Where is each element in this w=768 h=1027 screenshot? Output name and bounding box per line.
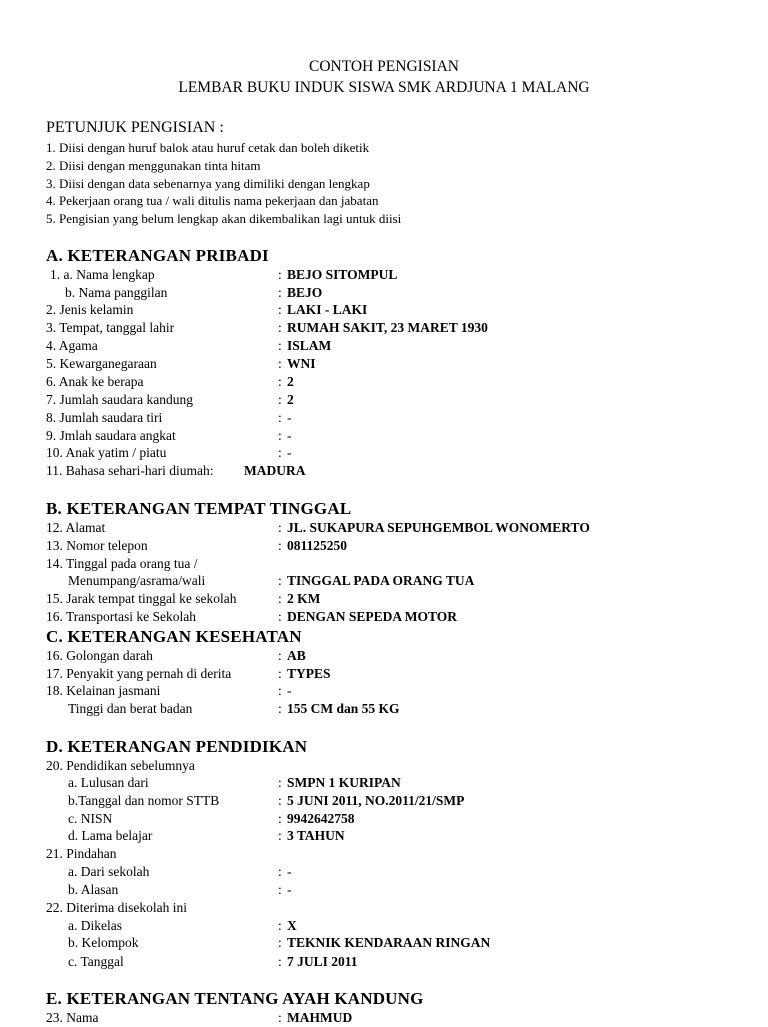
field-kelainan [0, 682, 768, 700]
colon: : [278, 811, 282, 826]
field-diterima [0, 899, 768, 917]
field-label: b. Nama panggilan [65, 285, 168, 300]
field-label: 14. Tinggal pada orang tua / [46, 556, 198, 571]
field-value: DENGAN SEPEDA MOTOR [287, 609, 458, 624]
colon: : [278, 775, 282, 790]
field-value: 9942642758 [287, 811, 355, 826]
field-saudara-kandung [0, 391, 768, 409]
field-label: 13. Nomor telepon [46, 538, 148, 553]
field-value: 7 JULI 2011 [287, 954, 358, 969]
document-title: CONTOH PENGISIAN [309, 58, 459, 75]
instructions-title: PETUNJUK PENGISIAN : [46, 119, 224, 136]
field-value: TINGGAL PADA ORANG TUA [287, 573, 475, 588]
field-label: 11. Bahasa sehari-hari diumah: [46, 463, 214, 478]
field-label: 2. Jenis kelamin [46, 302, 134, 317]
field-value: - [287, 882, 292, 897]
field-value: - [287, 445, 292, 460]
field-telepon [0, 537, 768, 555]
field-saudara-tiri [0, 409, 768, 427]
field-label: a. Dari sekolah [68, 864, 150, 879]
field-label: c. NISN [68, 811, 113, 826]
field-value: X [287, 918, 297, 933]
field-agama [0, 337, 768, 355]
field-pindahan [0, 845, 768, 863]
field-value: - [287, 864, 292, 879]
field-value: BEJO [287, 285, 323, 300]
field-label: b. Kelompok [68, 935, 139, 950]
colon: : [278, 302, 282, 317]
instruction-item: 5. Pengisian yang belum lengkap akan dikembalikan lagi untuk diisi [46, 211, 402, 226]
field-nisn [0, 810, 768, 828]
field-label: Menumpang/asrama/wali [68, 573, 206, 588]
field-value: 155 CM dan 55 KG [287, 701, 400, 716]
field-alasan [0, 881, 768, 899]
colon: : [278, 918, 282, 933]
field-label: 1. a. Nama lengkap [50, 267, 155, 282]
field-yatim [0, 444, 768, 462]
field-label: 16. Transportasi ke Sekolah [46, 609, 196, 624]
field-label: 12. Alamat [46, 520, 106, 535]
field-value: SMPN 1 KURIPAN [287, 775, 401, 790]
field-nama-panggilan [0, 284, 768, 302]
field-value: MAHMUD [287, 1010, 353, 1025]
field-value: MADURA [244, 463, 306, 478]
field-value: - [287, 428, 292, 443]
colon: : [278, 954, 282, 969]
colon: : [278, 538, 282, 553]
colon: : [278, 285, 282, 300]
instruction-item: 2. Diisi dengan menggunakan tinta hitam [46, 158, 261, 173]
instruction-item: 4. Pekerjaan orang tua / wali ditulis nama pekerjaan dan jabatan [46, 193, 379, 208]
section-c-heading: C. KETERANGAN KESEHATAN [46, 627, 302, 646]
field-golongan-darah [0, 647, 768, 665]
colon: : [278, 609, 282, 624]
colon: : [278, 648, 282, 663]
field-value: 2 KM [287, 591, 321, 606]
field-label: 8. Jumlah saudara tiri [46, 410, 163, 425]
colon: : [278, 356, 282, 371]
field-dikelas [0, 917, 768, 935]
field-value: 081125250 [287, 538, 348, 553]
colon: : [278, 410, 282, 425]
section-b-heading: B. KETERANGAN TEMPAT TINGGAL [46, 499, 352, 518]
field-value: ISLAM [287, 338, 332, 353]
colon: : [278, 267, 282, 282]
colon: : [278, 935, 282, 950]
field-value: WNI [287, 356, 316, 371]
section-a-heading: A. KETERANGAN PRIBADI [46, 246, 269, 265]
field-value: TEKNIK KENDARAAN RINGAN [287, 935, 491, 950]
field-value: 3 TAHUN [287, 828, 345, 843]
field-lama-belajar [0, 827, 768, 845]
field-label: a. Dikelas [68, 918, 122, 933]
field-transportasi [0, 608, 768, 626]
field-label: a. Lulusan dari [68, 775, 149, 790]
colon: : [278, 320, 282, 335]
field-label: 3. Tempat, tanggal lahir [46, 320, 175, 335]
field-label: 10. Anak yatim / piatu [46, 445, 167, 460]
colon: : [278, 683, 282, 698]
field-label: 15. Jarak tempat tinggal ke sekolah [46, 591, 237, 606]
instruction-item: 1. Diisi dengan huruf balok atau huruf cetak dan boleh diketik [46, 140, 370, 155]
colon: : [278, 428, 282, 443]
field-label: 9. Jmlah saudara angkat [46, 428, 176, 443]
field-saudara-angkat [0, 427, 768, 445]
field-label: 21. Pindahan [46, 846, 117, 861]
colon: : [278, 445, 282, 460]
colon: : [278, 882, 282, 897]
field-label: 4. Agama [46, 338, 98, 353]
field-label: b. Alasan [68, 882, 119, 897]
colon: : [278, 392, 282, 407]
field-value: BEJO SITOMPUL [287, 267, 398, 282]
field-value: TYPES [287, 666, 331, 681]
field-jenis-kelamin [0, 301, 768, 319]
colon: : [278, 338, 282, 353]
field-label: 23. Nama [46, 1010, 99, 1025]
colon: : [278, 573, 282, 588]
colon: : [278, 520, 282, 535]
field-value: RUMAH SAKIT, 23 MARET 1930 [287, 320, 488, 335]
field-bahasa [0, 462, 768, 480]
field-label: 16. Golongan darah [46, 648, 153, 663]
instruction-item: 3. Diisi dengan data sebenarnya yang dimiliki dengan lengkap [46, 176, 370, 191]
field-label: d. Lama belajar [68, 828, 153, 843]
field-nama-lengkap [0, 266, 768, 284]
field-sttb [0, 792, 768, 810]
field-tinggal [0, 572, 768, 590]
colon: : [278, 374, 282, 389]
colon: : [278, 666, 282, 681]
field-value: AB [287, 648, 306, 663]
field-value: 2 [287, 374, 294, 389]
field-jarak [0, 590, 768, 608]
field-label: Tinggi dan berat badan [68, 701, 193, 716]
field-label: c. Tanggal [68, 954, 124, 969]
field-tanggal [0, 953, 768, 971]
colon: : [278, 793, 282, 808]
colon: : [278, 591, 282, 606]
field-label: 5. Kewarganegaraan [46, 356, 157, 371]
field-penyakit [0, 665, 768, 683]
field-ttl [0, 319, 768, 337]
field-anak-ke [0, 373, 768, 391]
field-label: 22. Diterima disekolah ini [46, 900, 187, 915]
field-alamat [0, 519, 768, 537]
section-e-heading: E. KETERANGAN TENTANG AYAH KANDUNG [46, 989, 424, 1008]
document-subtitle: LEMBAR BUKU INDUK SISWA SMK ARDJUNA 1 MALANG [178, 79, 590, 96]
field-value: - [287, 683, 292, 698]
field-tinggi-berat [0, 700, 768, 718]
field-nama-ayah [0, 1009, 768, 1027]
field-pendidikan-sebelumnya [0, 757, 768, 775]
field-value: LAKI - LAKI [287, 302, 368, 317]
field-value: JL. SUKAPURA SEPUHGEMBOL WONOMERTO [287, 520, 590, 535]
field-label: 20. Pendidikan sebelumnya [46, 758, 195, 773]
field-tinggal-label [0, 555, 768, 573]
colon: : [278, 864, 282, 879]
field-dari-sekolah [0, 863, 768, 881]
colon: : [278, 1010, 282, 1025]
colon: : [278, 701, 282, 716]
field-label: 18. Kelainan jasmani [46, 683, 161, 698]
field-label: 17. Penyakit yang pernah di derita [46, 666, 232, 681]
field-kelompok [0, 934, 768, 952]
field-kewarganegaraan [0, 355, 768, 373]
field-value: 5 JUNI 2011, NO.2011/21/SMP [287, 793, 465, 808]
field-value: 2 [287, 392, 294, 407]
field-lulusan [0, 774, 768, 792]
field-label: 6. Anak ke berapa [46, 374, 144, 389]
field-label: 7. Jumlah saudara kandung [46, 392, 193, 407]
section-d-heading: D. KETERANGAN PENDIDIKAN [46, 737, 308, 756]
field-label: b.Tanggal dan nomor STTB [68, 793, 220, 808]
field-value: - [287, 410, 292, 425]
colon: : [278, 828, 282, 843]
